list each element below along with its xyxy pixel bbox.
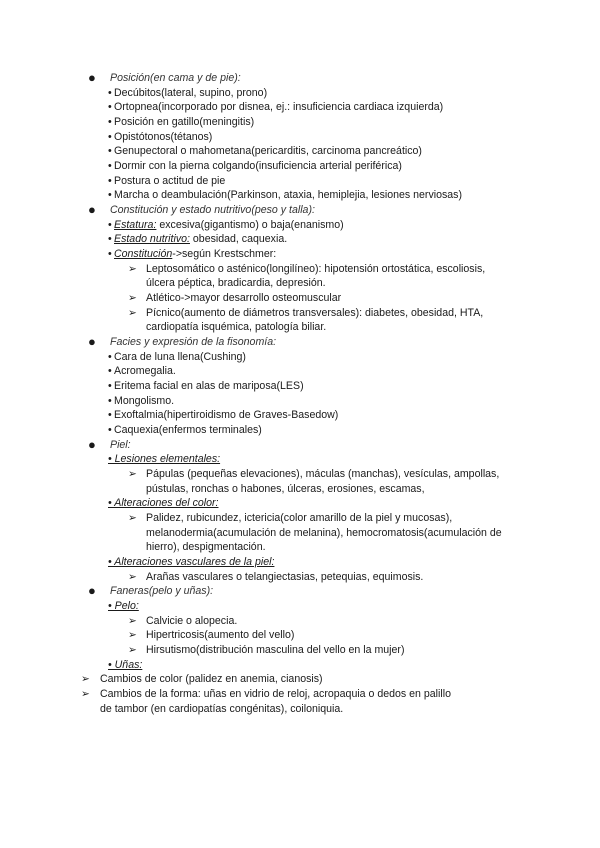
item-body: Mongolismo. <box>114 394 175 407</box>
subsection-label: Constitución <box>114 248 173 261</box>
bullet-icon: • <box>108 424 112 437</box>
section-heading: Piel: <box>110 438 131 451</box>
item-body: pústulas, ronchas o habones, úlceras, erosiones, escamas, <box>146 482 425 495</box>
item-text <box>146 467 499 481</box>
item-text <box>114 247 276 261</box>
item-body: Dormir con la pierna colgando(insuficiencia arterial periférica) <box>114 160 402 173</box>
bullet-icon: • <box>108 380 112 393</box>
item-body: Atlético->mayor desarrollo osteomuscular <box>146 292 342 305</box>
arrow-bullet-icon: ➢ <box>128 629 137 642</box>
bullet-icon: • <box>108 86 112 99</box>
item-text <box>114 364 176 378</box>
bullet-icon: • <box>108 160 112 173</box>
section-heading: Facies y expresión de la fisonomía: <box>110 336 277 349</box>
item-text <box>114 130 212 144</box>
item-body: Leptosomático o asténico(longilíneo): hipotensión ortostática, escoliosis, <box>146 262 486 275</box>
bullet-icon: ● <box>88 70 96 85</box>
item-text <box>114 159 402 173</box>
arrow-bullet-icon: ➢ <box>128 306 137 319</box>
item-text <box>146 276 326 290</box>
item-text <box>114 100 443 114</box>
item-text <box>114 86 267 100</box>
item-text <box>114 423 262 437</box>
bullet-icon: • <box>108 365 112 378</box>
item-body: Caquexia(enfermos terminales) <box>114 424 262 437</box>
item-text <box>108 658 142 672</box>
item-text <box>100 702 343 716</box>
bullet-icon: • <box>108 218 112 231</box>
item-text <box>100 687 451 701</box>
item-body: excesiva(gigantismo) o baja(enanismo) <box>156 218 344 231</box>
arrow-bullet-icon: ➢ <box>128 614 137 627</box>
item-body: de tambor (en cardiopatías congénitas), coiloniquia. <box>100 702 344 715</box>
item-text <box>114 144 422 158</box>
subsection-label: Estatura: <box>114 218 157 231</box>
item-text <box>146 511 452 525</box>
item-text <box>146 570 423 584</box>
item-text <box>146 482 425 496</box>
item-body: Cara de luna llena(Cushing) <box>114 350 246 363</box>
subsection-label: • Lesiones elementales: <box>108 453 221 466</box>
item-body: cardiopatía isquémica, patología biliar. <box>146 321 327 334</box>
item-text <box>146 291 341 305</box>
arrow-bullet-icon: ➢ <box>81 688 90 701</box>
item-body: Postura o actitud de pie <box>114 174 226 187</box>
item-body: Calvicie o alopecia. <box>146 614 238 627</box>
subsection-label: • Alteraciones vasculares de la piel: <box>108 556 275 569</box>
bullet-icon: • <box>108 233 112 246</box>
arrow-bullet-icon: ➢ <box>128 292 137 305</box>
item-body: Cambios de la forma: uñas en vidrio de reloj, acropaquia o dedos en palillo <box>100 688 451 701</box>
item-body: Pícnico(aumento de diámetros transversales): diabetes, obesidad, HTA, <box>146 306 484 319</box>
subsection-label: Estado nutritivo: <box>114 233 190 246</box>
item-body: hierro), despigmentación. <box>146 541 266 554</box>
item-body: Hipertricosis(aumento del vello) <box>146 629 295 642</box>
item-text <box>114 408 338 422</box>
item-text <box>110 203 315 217</box>
item-body: melanodermia(acumulación de melanina), hemocromatosis(acumulación de <box>146 526 502 539</box>
item-text <box>110 335 276 349</box>
item-body: Palidez, rubicundez, ictericia(color amarillo de la piel y mucosas), <box>146 512 453 525</box>
bullet-icon: • <box>108 130 112 143</box>
item-text <box>114 188 462 202</box>
item-body: Arañas vasculares o telangiectasias, petequias, equimosis. <box>146 570 424 583</box>
item-text <box>114 394 174 408</box>
item-body: Cambios de color (palidez en anemia, cianosis) <box>100 673 323 686</box>
bullet-icon: ● <box>88 436 96 452</box>
bullet-icon: ● <box>88 583 96 599</box>
item-text <box>114 350 246 364</box>
item-body: úlcera péptica, bradicardia, depresión. <box>146 277 326 290</box>
bullet-icon: • <box>108 350 112 363</box>
item-body: ->según Krestschmer: <box>172 248 277 261</box>
item-text <box>108 599 139 613</box>
item-text <box>108 496 218 510</box>
bullet-icon: • <box>108 189 112 202</box>
bullet-icon: • <box>108 116 112 128</box>
arrow-bullet-icon: ➢ <box>128 262 137 275</box>
bullet-icon: • <box>108 101 112 114</box>
item-text <box>110 584 213 598</box>
subsection-label: • Alteraciones del color: <box>108 497 219 510</box>
item-body: Acromegalia. <box>114 365 176 378</box>
item-body: Pápulas (pequeñas elevaciones), máculas (manchas), vesículas, ampollas, <box>146 468 500 481</box>
bullet-icon: • <box>108 409 112 422</box>
bullet-icon: ● <box>88 334 96 350</box>
item-body: Opistótonos(tétanos) <box>114 130 213 143</box>
item-text <box>114 232 287 246</box>
item-body: Decúbitos(lateral, supino, prono) <box>114 86 268 99</box>
item-text <box>110 71 241 85</box>
bullet-icon: ● <box>88 202 96 218</box>
item-body: Exoftalmia(hipertiroidismo de Graves-Basedow) <box>114 409 339 422</box>
section-heading: Posición(en cama y de pie): <box>110 72 241 84</box>
section-heading: Faneras(pelo y uñas): <box>110 585 214 598</box>
item-body: Ortopnea(incorporado por disnea, ej.: insuficiencia cardiaca izquierda) <box>114 101 444 114</box>
item-text <box>110 438 131 452</box>
item-body: Eritema facial en alas de mariposa(LES) <box>114 380 304 393</box>
arrow-bullet-icon: ➢ <box>128 570 137 583</box>
item-text <box>146 643 404 657</box>
item-body: Genupectoral o mahometana(pericarditis, carcinoma pancreático) <box>114 145 422 158</box>
bullet-icon: • <box>108 248 112 261</box>
item-text <box>146 320 326 334</box>
item-body: Posición en gatillo(meningitis) <box>114 116 255 128</box>
section-heading: Constitución y estado nutritivo(peso y talla): <box>110 204 315 217</box>
item-text <box>100 672 323 686</box>
bullet-icon: • <box>108 145 112 158</box>
item-text <box>146 614 237 628</box>
arrow-bullet-icon: ➢ <box>128 644 137 657</box>
item-body: Marcha o deambulación(Parkinson, ataxia, hemiplejia, lesiones nerviosas) <box>114 189 463 202</box>
subsection-label: • Uñas: <box>108 658 143 671</box>
item-text <box>146 262 485 276</box>
arrow-bullet-icon: ➢ <box>81 673 90 686</box>
item-text <box>114 379 304 393</box>
item-text <box>108 555 274 569</box>
arrow-bullet-icon: ➢ <box>128 512 137 525</box>
item-text <box>114 218 344 232</box>
item-body: Hirsutismo(distribución masculina del vello en la mujer) <box>146 644 405 657</box>
item-text <box>114 115 254 129</box>
subsection-label: • Pelo: <box>108 600 139 613</box>
item-text <box>114 174 225 188</box>
bullet-icon: • <box>108 394 112 407</box>
item-body: obesidad, caquexia. <box>189 233 288 246</box>
item-text <box>108 452 220 466</box>
item-text <box>146 526 502 540</box>
arrow-bullet-icon: ➢ <box>128 468 137 481</box>
item-text <box>146 306 483 320</box>
item-text <box>146 628 294 642</box>
item-text <box>146 540 266 554</box>
bullet-icon: • <box>108 174 112 187</box>
